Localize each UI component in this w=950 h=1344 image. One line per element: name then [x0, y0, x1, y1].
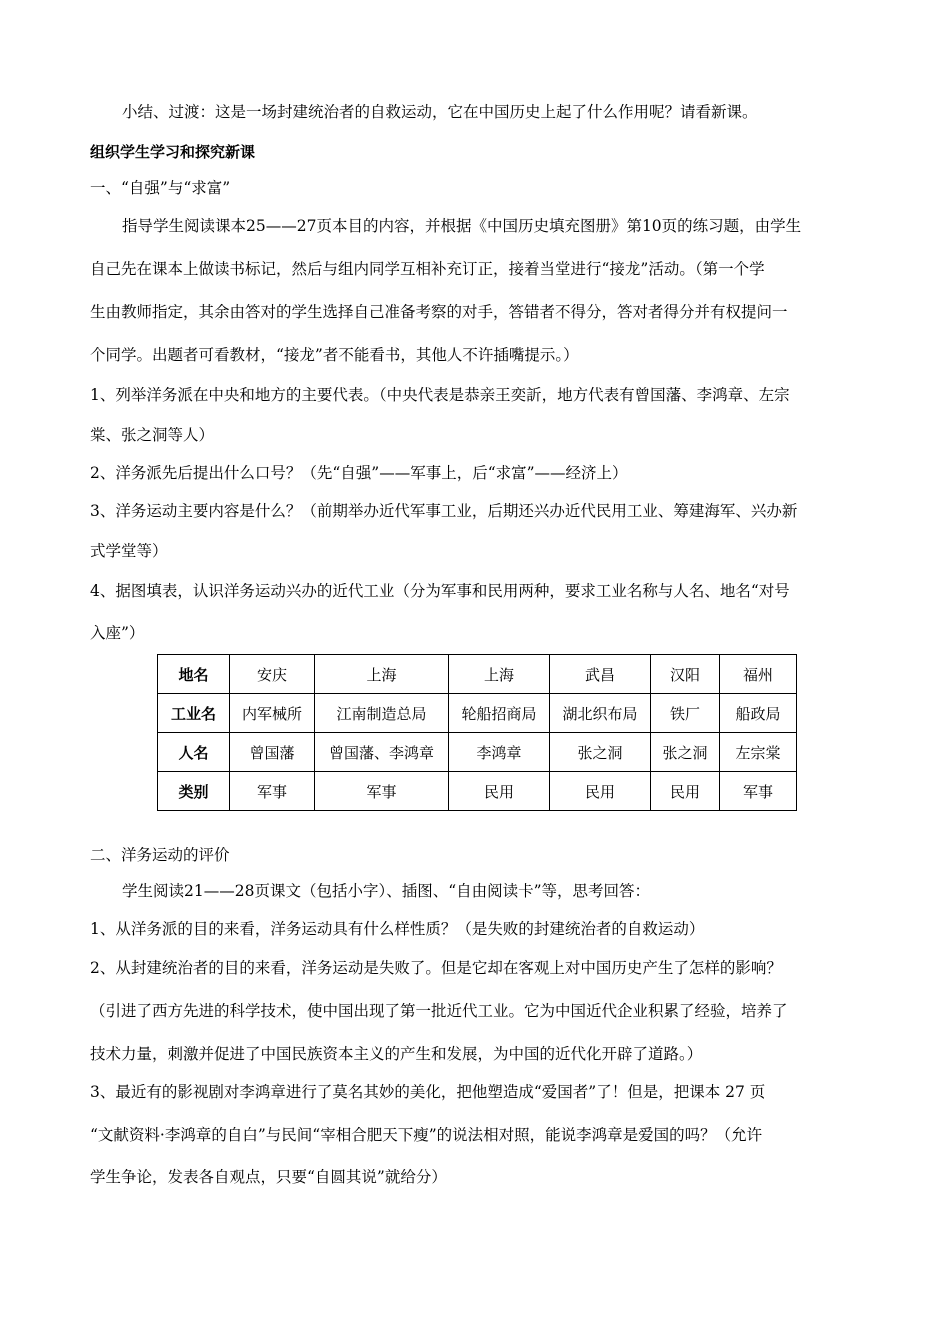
table-row: [158, 772, 797, 811]
table-cell: 汉阳: [651, 655, 720, 694]
transition-paragraph: 小结、过渡：这是一场封建统治者的自救运动，它在中国历史上起了什么作用呢？请看新课。: [122, 103, 758, 121]
table-row: [158, 733, 797, 772]
table-cell: 民用: [550, 772, 651, 811]
eval-question-3-cont: “文献资料·李鸿章的自白”与民间“宰相合肥天下瘦”的说法相对照，能说李鸿章是爱国的吗？（允许: [90, 1126, 763, 1144]
table-cell: 民用: [449, 772, 550, 811]
table-cell: 民用: [651, 772, 720, 811]
eval-question-2-cont: 技术力量，刺激并促进了中国民族资本主义的产生和发展，为中国的近代化开辟了道路。）: [90, 1045, 703, 1063]
table-row: [158, 694, 797, 733]
question-2: 2、洋务派先后提出什么口号？（先“自强”——军事上，后“求富”——经济上）: [90, 464, 628, 482]
subheading-one: 一、“自强”与“求富”: [90, 179, 231, 197]
table-cell: 类别: [158, 772, 230, 811]
table-cell: 人名: [158, 733, 230, 772]
table-cell: 福州: [720, 655, 797, 694]
table-cell: 军事: [315, 772, 449, 811]
industry-table: [157, 654, 797, 811]
paragraph-line: 指导学生阅读课本25——27页本目的内容，并根据《中国历史填充图册》第10页的练习题，由学生: [122, 217, 802, 235]
table-cell: 上海: [449, 655, 550, 694]
table-cell: 内军械所: [230, 694, 315, 733]
question-1: 1、列举洋务派在中央和地方的主要代表。（中央代表是恭亲王奕訢，地方代表有曾国藩、李鸿章、左宗: [90, 386, 790, 404]
table-cell: 武昌: [550, 655, 651, 694]
table-cell: 湖北织布局: [550, 694, 651, 733]
table-row: [158, 655, 797, 694]
table-cell: 工业名: [158, 694, 230, 733]
paragraph-line: 生由教师指定，其余由答对的学生选择自己准备考察的对手，答错者不得分，答对者得分并有权提问一: [90, 303, 788, 321]
question-3: 3、洋务运动主要内容是什么？（前期举办近代军事工业，后期还兴办近代民用工业、筹建海军、兴办新: [90, 502, 798, 520]
question-3-cont: 式学堂等）: [90, 542, 168, 560]
eval-question-1: 1、从洋务派的目的来看，洋务运动具有什么样性质？（是失败的封建统治者的自救运动）: [90, 920, 705, 938]
paragraph-line: 个同学。出题者可看教材，“接龙”者不能看书，其他人不许插嘴提示。）: [90, 346, 579, 364]
table-cell: 李鸿章: [449, 733, 550, 772]
question-4: 4、据图填表，认识洋务运动兴办的近代工业（分为军事和民用两种，要求工业名称与人名、地名“对号: [90, 582, 790, 600]
eval-question-2-cont: （引进了西方先进的科学技术，使中国出现了第一批近代工业。它为中国近代企业积累了经验，培养了: [90, 1002, 788, 1020]
question-4-cont: 入座”）: [90, 624, 145, 642]
table-cell: 铁厂: [651, 694, 720, 733]
question-1-cont: 棠、张之洞等人）: [90, 426, 215, 444]
section-heading: 组织学生学习和探究新课: [90, 143, 256, 161]
eval-question-2: 2、从封建统治者的目的来看，洋务运动是失败了。但是它却在客观上对中国历史产生了怎样的影响？: [90, 959, 782, 977]
table-cell: 军事: [720, 772, 797, 811]
table-cell: 安庆: [230, 655, 315, 694]
table-cell: 江南制造总局: [315, 694, 449, 733]
eval-question-3-cont: 学生争论，发表各自观点，只要“自圆其说”就给分）: [90, 1168, 447, 1186]
table-cell: 左宗棠: [720, 733, 797, 772]
table-cell: 张之洞: [550, 733, 651, 772]
table-cell: 船政局: [720, 694, 797, 733]
table-cell: 军事: [230, 772, 315, 811]
paragraph-line: 自己先在课本上做读书标记，然后与组内同学互相补充订正，接着当堂进行“接龙”活动。（第一个学: [90, 260, 765, 278]
table-cell: 曾国藩: [230, 733, 315, 772]
subheading-two: 二、洋务运动的评价: [90, 846, 230, 864]
table-cell: 地名: [158, 655, 230, 694]
paragraph-line: 学生阅读21——28页课文（包括小字）、插图、“自由阅读卡”等，思考回答：: [122, 882, 651, 900]
eval-question-3: 3、最近有的影视剧对李鸿章进行了莫名其妙的美化，把他塑造成“爱国者”了！但是，把课本 27 页: [90, 1083, 766, 1101]
table-cell: 上海: [315, 655, 449, 694]
table-cell: 曾国藩、李鸿章: [315, 733, 449, 772]
table-cell: 张之洞: [651, 733, 720, 772]
table-cell: 轮船招商局: [449, 694, 550, 733]
